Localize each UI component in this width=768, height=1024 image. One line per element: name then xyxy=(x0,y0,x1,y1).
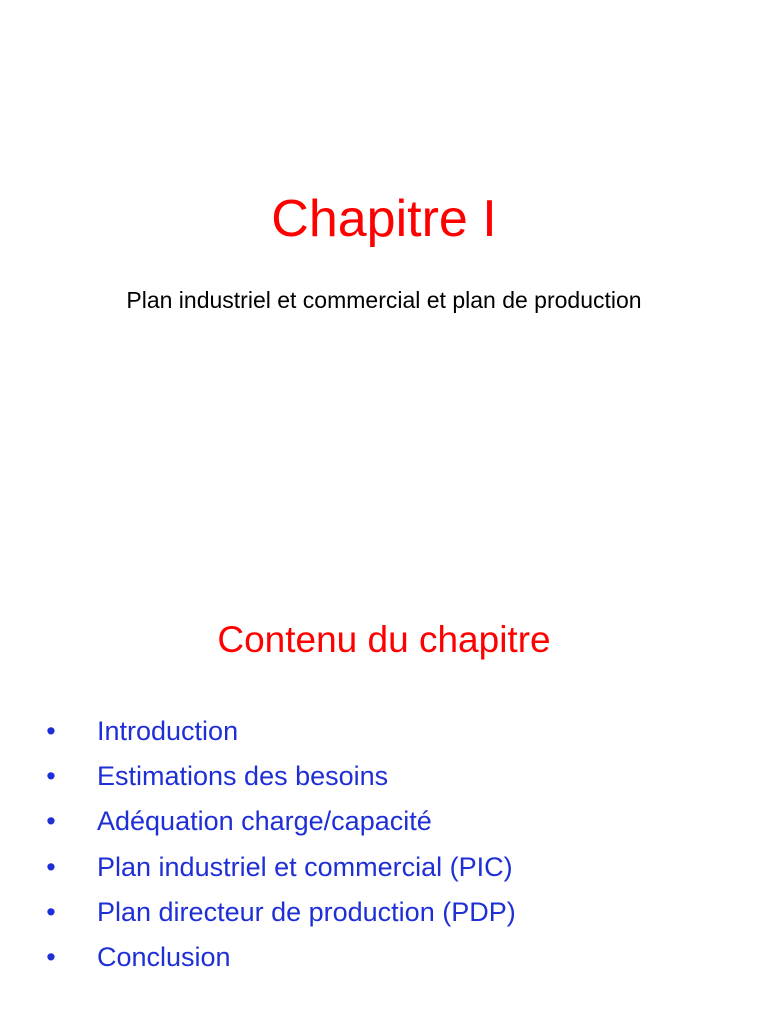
bullet-icon: • xyxy=(46,941,56,972)
slide-subtitle: Plan industriel et commercial et plan de production xyxy=(126,287,642,313)
contents-item-label: Introduction xyxy=(97,716,239,746)
bullet-icon: • xyxy=(46,851,56,882)
contents-list-item xyxy=(0,935,768,980)
contents-list-item xyxy=(0,799,768,844)
bullet-icon: • xyxy=(46,716,56,746)
contents-item-label: Adéquation charge/capacité xyxy=(97,806,432,837)
contents-item-label: Conclusion xyxy=(97,941,231,972)
contents-item-label: Plan industriel et commercial (PIC) xyxy=(97,851,513,882)
slide-title: Chapitre I xyxy=(271,190,497,248)
bullet-icon: • xyxy=(46,806,56,837)
contents-list-item xyxy=(0,709,768,754)
contents-item-label: Plan directeur de production (PDP) xyxy=(97,896,516,927)
contents-list xyxy=(0,709,768,980)
bullet-icon: • xyxy=(46,896,56,927)
bullet-icon: • xyxy=(46,761,56,792)
contents-title: Contenu du chapitre xyxy=(217,619,551,660)
contents-list-item xyxy=(0,754,768,799)
contents-list-item xyxy=(0,845,768,890)
contents-list-item xyxy=(0,890,768,935)
contents-item-label: Estimations des besoins xyxy=(97,761,389,792)
